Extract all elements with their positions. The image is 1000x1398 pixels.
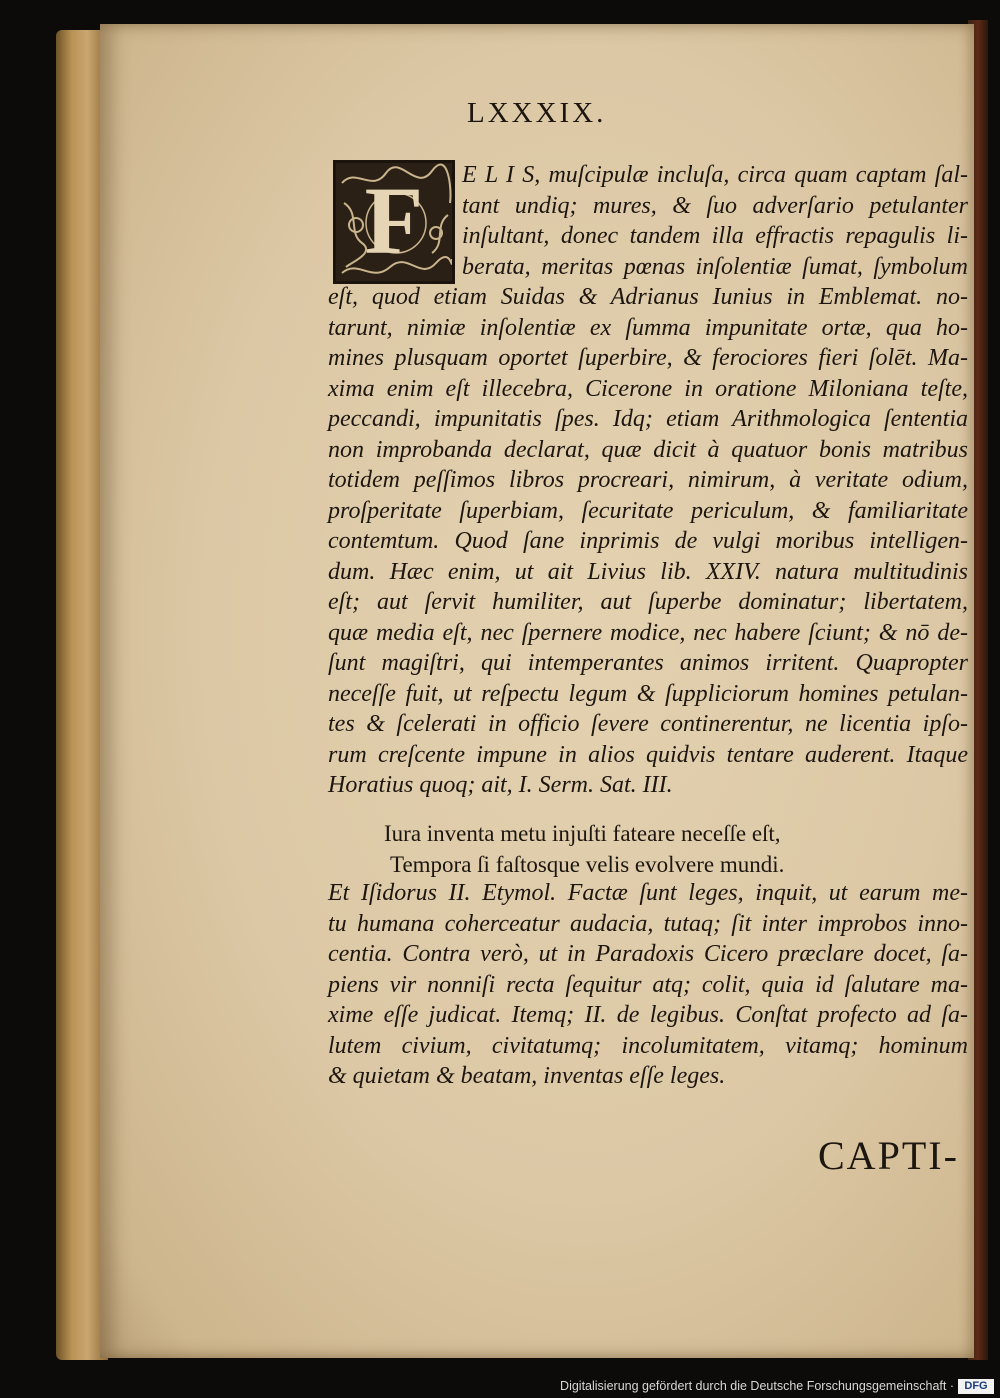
text-line: totidem peſſimos libros procreari, nimirum, à veritate odium, [328,467,968,493]
text-line: Et Iſidorus II. Etymol. Factæ ſunt leges, inquit, ut earum me- [328,880,968,906]
text-line: Horatius quoq; ait, I. Serm. Sat. III. [328,772,673,798]
text-line: tu humana coherceatur audacia, tutaq; ſit inter improbos inno- [328,910,968,937]
text-line: neceſſe fuit, ut reſpectu legum & ſuppliciorum homines petulan- [328,680,968,707]
secondary-text-block [328,878,968,1092]
text-line: contemtum. Quod ſane inprimis de vulgi moribus intelligen- [328,528,968,554]
dropcap-letter: F [364,167,424,274]
text-line: piens vir nonniſi recta ſequitur atq; colit, quia id ſalutare ma- [328,971,968,998]
text-line: E L I S, muſcipulæ incluſa, circa quam captam ſal- [462,162,968,188]
text-line: xime eſſe judicat. Itemq; II. de legibus. Conſtat profecto ad ſa- [328,1002,968,1028]
text-line: quæ media eſt, nec ſpernere modice, nec habere ſciunt; & nō de- [328,619,968,646]
text-line: eſt, quod etiam Suidas & Adrianus Iunius in Emblemat. no- [328,284,968,310]
text-line: berata, meritas pœnas inſolentiæ ſumat, ſymbolum [462,253,968,280]
text-line: tant undiq; mures, & ſuo adverſario petulanter [462,192,968,219]
text-line: tes & ſcelerati in officio ſevere continerentur, ne licentia ipſo- [328,711,968,737]
text-line: tarunt, nimiæ inſolentiæ ex ſumma impunitate ortæ, qua ho- [328,314,968,341]
main-text-block [328,160,968,801]
text-line: & quietam & beatam, inventas eſſe leges. [328,1063,726,1089]
text-line: peccandi, impunitatis ſpes. Idq; etiam Arithmologica ſententia [328,406,968,432]
text-line: lutem civium, civitatumq; incolumitatem, vitamq; hominum [328,1032,968,1059]
footer-credit: Digitalisierung gefördert durch die Deutsche Forschungsgemeinschaft · [560,1379,954,1393]
text-line: eſt; aut ſervit humiliter, aut ſuperbe dominatur; libertatem, [328,589,968,615]
text-line: ſunt magiſtri, qui intemperantes animos irritent. Quapropter [328,650,968,676]
verse-line: Tempora ſi faſtosque velis evolvere mundi. [390,852,785,877]
text-line: mines plusquam oportet ſuperbire, & ferociores fieri ſolēt. Ma- [328,345,968,371]
text-line: inſultant, donec tandem illa effractis repagulis li- [462,223,968,249]
verse-line: Iura inventa metu injuſti fateare neceſſe eſt, [384,821,781,846]
text-line: dum. Hæc enim, ut ait Livius lib. XXIV. natura multitudinis [328,558,968,585]
text-line: non improbanda declarat, quæ dicit à quatuor bonis matribus [328,436,968,463]
dfg-logo-icon: DFG [958,1379,994,1394]
text-line: rum creſcente impune in alios quidvis tentare auderent. Itaque [328,741,968,768]
text-line: centia. Contra verò, ut in Paradoxis Cicero præclare docet, ſa- [328,941,968,967]
verse-quotation [384,818,904,880]
footer-bar [0,1376,1000,1398]
text-line: proſperitate ſuperbiam, ſecuritate periculum, & familiaritate [328,497,968,524]
text-line: xima enim eſt illecebra, Cicerone in oratione Miloniana teſte, [328,375,968,402]
catchword: CAPTI- [818,1133,959,1178]
page-number: LXXXIX. [467,97,607,129]
